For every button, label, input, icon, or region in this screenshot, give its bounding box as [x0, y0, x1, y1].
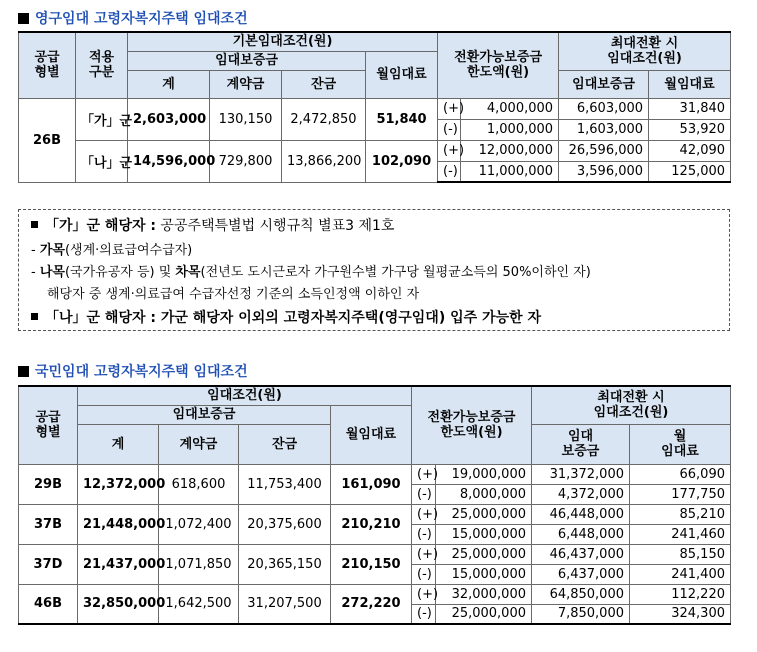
dash: - — [31, 265, 40, 280]
note-line-namok — [31, 261, 591, 280]
header-convertible-limit: 전환가능보증금 한도액(원) — [438, 32, 559, 98]
deposit-contract: 729,800 — [210, 140, 282, 182]
monthly-rent: 102,090 — [366, 140, 438, 182]
conversion-amount: 12,000,000 — [461, 140, 559, 161]
supply-type-cell: 29B — [19, 464, 78, 504]
conversion-sign: (-) — [438, 161, 461, 182]
monthly-rent: 51,840 — [366, 98, 438, 140]
header-supply-type: 공급 형별 — [19, 386, 78, 464]
converted-deposit: 7,850,000 — [532, 604, 630, 624]
deposit-total: 2,603,000 — [128, 98, 210, 140]
national-rental-table — [18, 385, 731, 625]
header-max-conversion: 최대전환 시 임대조건(원) — [559, 32, 731, 70]
converted-deposit: 6,603,000 — [559, 98, 649, 119]
converted-deposit: 46,448,000 — [532, 504, 630, 524]
header-max-conversion: 최대전환 시 임대조건(원) — [532, 386, 731, 424]
supply-type-cell: 46B — [19, 584, 78, 624]
header-contract: 계약금 — [210, 70, 282, 98]
converted-deposit: 4,372,000 — [532, 484, 630, 504]
table-row — [19, 544, 731, 564]
conversion-sign: (-) — [412, 484, 436, 504]
conversion-sign: (+) — [412, 504, 436, 524]
square-bullet-icon — [18, 366, 29, 377]
conversion-amount: 15,000,000 — [436, 564, 532, 584]
square-bullet-icon — [31, 221, 38, 228]
converted-rent: 125,000 — [649, 161, 731, 182]
group-label: 「나」군 — [76, 140, 128, 182]
conversion-sign: (-) — [412, 524, 436, 544]
conversion-amount: 1,000,000 — [461, 119, 559, 140]
dash: - — [31, 243, 40, 258]
header-max-rent: 월 임대료 — [630, 424, 731, 464]
table-row — [19, 504, 731, 524]
conversion-sign: (-) — [412, 564, 436, 584]
header-conditions: 임대조건(원) — [78, 386, 412, 405]
header-balance: 잔금 — [282, 70, 366, 98]
note-chamok: 차목 — [175, 265, 201, 280]
note-gamok: 가목 — [39, 243, 65, 258]
section1-title-text: 영구임대 고령자복지주택 임대조건 — [35, 11, 248, 27]
header-convertible-limit: 전환가능보증금 한도액(원) — [412, 386, 532, 464]
deposit-balance: 31,207,500 — [239, 584, 331, 624]
converted-rent: 241,400 — [630, 564, 731, 584]
header-monthly-rent: 월임대료 — [366, 51, 438, 98]
deposit-total: 32,850,000 — [78, 584, 159, 624]
note-ga-text: 공공주택특별법 시행규칙 별표3 제1호 — [155, 218, 395, 234]
deposit-balance: 2,472,850 — [282, 98, 366, 140]
conversion-amount: 4,000,000 — [461, 98, 559, 119]
converted-rent: 53,920 — [649, 119, 731, 140]
header-max-deposit: 임대보증금 — [559, 70, 649, 98]
section2-title — [18, 361, 248, 381]
converted-deposit: 6,437,000 — [532, 564, 630, 584]
header-total: 계 — [128, 70, 210, 98]
conversion-amount: 19,000,000 — [436, 464, 532, 484]
deposit-total: 21,437,000 — [78, 544, 159, 584]
deposit-contract: 1,072,400 — [159, 504, 239, 544]
deposit-balance: 11,753,400 — [239, 464, 331, 504]
supply-type-cell: 37B — [19, 504, 78, 544]
header-balance: 잔금 — [239, 424, 331, 464]
converted-deposit: 6,448,000 — [532, 524, 630, 544]
conversion-sign: (+) — [412, 544, 436, 564]
note-line-group-ga — [31, 215, 394, 235]
header-contract: 계약금 — [159, 424, 239, 464]
deposit-balance: 20,365,150 — [239, 544, 331, 584]
conversion-amount: 25,000,000 — [436, 544, 532, 564]
section2-title-text: 국민임대 고령자복지주택 임대조건 — [35, 364, 248, 380]
note-line-group-na — [31, 307, 541, 327]
deposit-balance: 20,375,600 — [239, 504, 331, 544]
deposit-balance: 13,866,200 — [282, 140, 366, 182]
table-row — [19, 98, 731, 119]
converted-rent: 85,150 — [630, 544, 731, 564]
converted-rent: 177,750 — [630, 484, 731, 504]
conversion-sign: (-) — [438, 119, 461, 140]
note-namok-text: (국가유공자 등) 및 — [64, 265, 176, 280]
deposit-contract: 1,071,850 — [159, 544, 239, 584]
conversion-amount: 32,000,000 — [436, 584, 532, 604]
deposit-total: 21,448,000 — [78, 504, 159, 544]
converted-rent: 324,300 — [630, 604, 731, 624]
converted-deposit: 1,603,000 — [559, 119, 649, 140]
group-label: 「가」군 — [76, 98, 128, 140]
header-applied-group: 적용 구분 — [76, 32, 128, 98]
note-line-income: 해당자 중 생계·의료급여 수급자선정 기준의 소득인정액 이하인 자 — [47, 287, 420, 302]
conversion-sign: (+) — [438, 98, 461, 119]
converted-rent: 31,840 — [649, 98, 731, 119]
deposit-total: 12,372,000 — [78, 464, 159, 504]
converted-deposit: 26,596,000 — [559, 140, 649, 161]
square-bullet-icon — [31, 313, 38, 320]
conversion-amount: 25,000,000 — [436, 504, 532, 524]
conversion-sign: (+) — [438, 140, 461, 161]
monthly-rent: 210,210 — [331, 504, 412, 544]
conversion-sign: (+) — [412, 584, 436, 604]
supply-type-cell: 37D — [19, 544, 78, 584]
monthly-rent: 161,090 — [331, 464, 412, 504]
conversion-sign: (+) — [412, 464, 436, 484]
deposit-contract: 618,600 — [159, 464, 239, 504]
converted-deposit: 3,596,000 — [559, 161, 649, 182]
table-row — [19, 140, 731, 161]
section1-title — [18, 8, 248, 28]
square-bullet-icon — [18, 13, 29, 24]
converted-deposit: 64,850,000 — [532, 584, 630, 604]
header-total: 계 — [78, 424, 159, 464]
header-deposit: 임대보증금 — [78, 405, 331, 424]
permanent-rental-table — [18, 31, 731, 183]
deposit-contract: 1,642,500 — [159, 584, 239, 624]
note-chamok-text: (전년도 도시근로자 가구원수별 가구당 월평균소득의 50%이하인 자) — [200, 265, 591, 280]
conversion-amount: 11,000,000 — [461, 161, 559, 182]
note-namok: 나목 — [39, 265, 65, 280]
deposit-total: 14,596,000 — [128, 140, 210, 182]
deposit-contract: 130,150 — [210, 98, 282, 140]
converted-rent: 241,460 — [630, 524, 731, 544]
converted-rent: 42,090 — [649, 140, 731, 161]
note-gamok-text: (생계·의료급여수급자) — [64, 243, 193, 258]
monthly-rent: 272,220 — [331, 584, 412, 624]
converted-rent: 85,210 — [630, 504, 731, 524]
header-base-conditions: 기본임대조건(원) — [128, 32, 438, 51]
note-line-gamok — [31, 239, 192, 258]
conversion-amount: 15,000,000 — [436, 524, 532, 544]
header-deposit: 임대보증금 — [128, 51, 366, 70]
supply-type-cell: 26B — [19, 98, 76, 182]
note-na-text: 「나」군 해당자 : 가군 해당자 이외의 고령자복지주택(영구임대) 입주 가능한 자 — [45, 310, 541, 326]
converted-rent: 112,220 — [630, 584, 731, 604]
conversion-amount: 25,000,000 — [436, 604, 532, 624]
converted-deposit: 46,437,000 — [532, 544, 630, 564]
conversion-sign: (-) — [412, 604, 436, 624]
header-max-deposit: 임대 보증금 — [532, 424, 630, 464]
note-ga-heading: 「가」군 해당자 : — [45, 218, 156, 234]
header-supply-type: 공급 형별 — [19, 32, 76, 98]
table-row — [19, 464, 731, 484]
conversion-amount: 8,000,000 — [436, 484, 532, 504]
table-row — [19, 584, 731, 604]
header-monthly-rent: 월임대료 — [331, 405, 412, 464]
converted-rent: 66,090 — [630, 464, 731, 484]
eligibility-notes — [18, 209, 730, 331]
header-max-rent: 월임대료 — [649, 70, 731, 98]
monthly-rent: 210,150 — [331, 544, 412, 584]
converted-deposit: 31,372,000 — [532, 464, 630, 484]
